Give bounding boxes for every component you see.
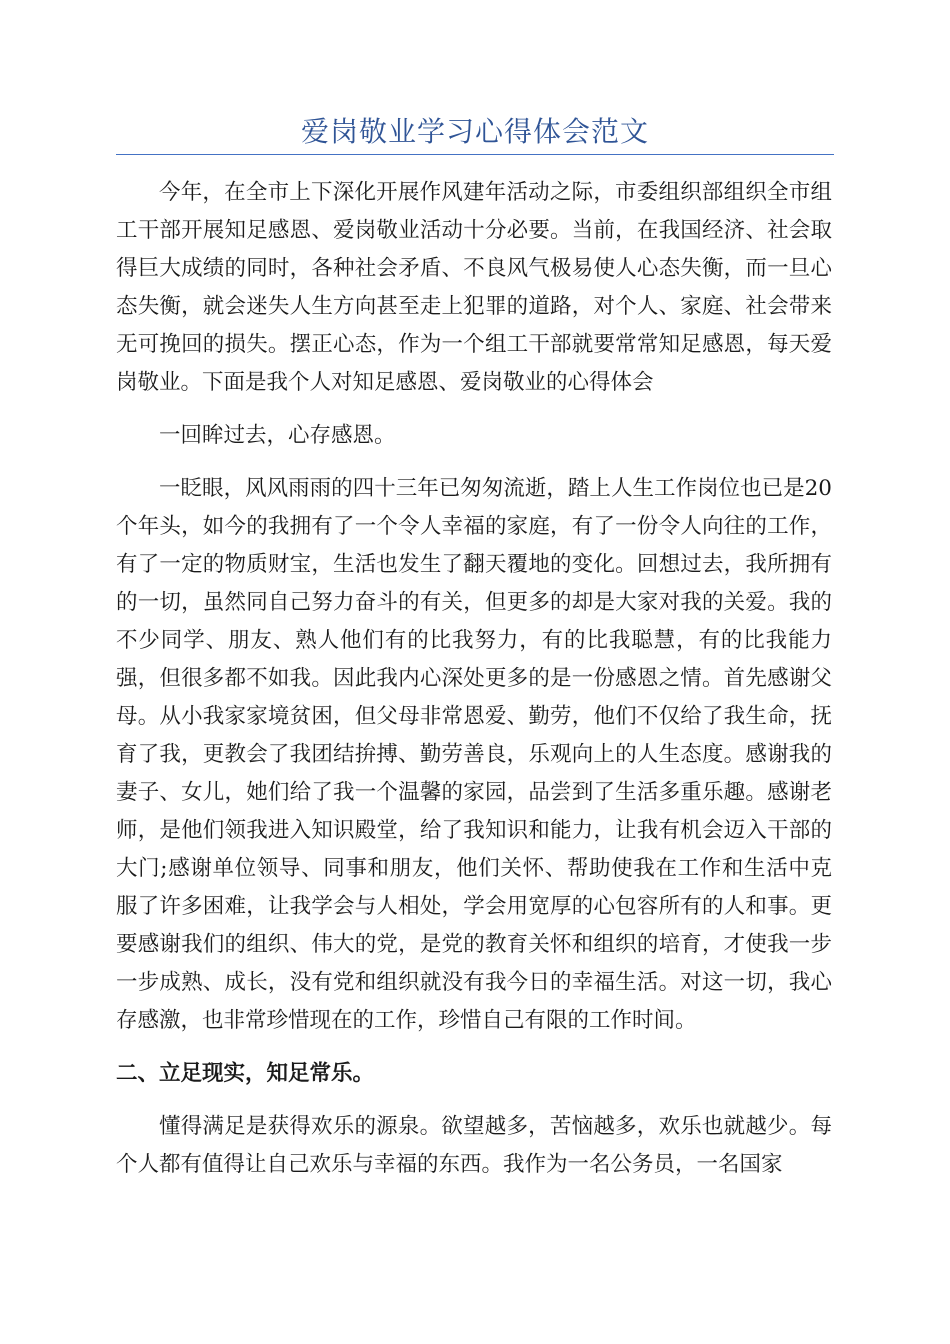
section-2-heading: 二、立足现实，知足常乐。 xyxy=(116,1061,375,1086)
paragraph-section-1-heading: 一回眸过去，心存感恩。 xyxy=(159,423,396,448)
title-underline xyxy=(116,154,834,155)
document-body xyxy=(116,174,832,1199)
document-title: 爱岗敬业学习心得体会范文 xyxy=(300,115,649,148)
paragraph-intro: 今年，在全市上下深化开展作风建年活动之际，市委组织部组织全市组工干部开展知足感恩、爱岗敬业活动十分必要。当前，在我国经济、社会取得巨大成绩的同时，各种社会矛盾、不良风气极易使人心态失衡，而一旦心态失衡，就会迷失人生方向甚至走上犯罪的道路，对个人、家庭、社会带来无可挽回的损失。摆正心态，作为一个组工干部就要常常知足感恩，每天爱岗敬业。下面是我个人对知足感恩、爱岗敬业的心得体会 xyxy=(116,180,832,395)
paragraph-gratitude: 一眨眼，风风雨雨的四十三年已匆匆流逝，踏上人生工作岗位也已是20个年头，如今的我拥有了一个令人幸福的家庭，有了一份令人向往的工作，有了一定的物质财宝，生活也发生了翻天覆地的变化。回想过去，我所拥有的一切，虽然同自己努力奋斗的有关，但更多的却是大家对我的关爱。我的不少同学、朋友、熟人他们有的比我努力，有的比我聪慧，有的比我能力强，但很多都不如我。因此我内心深处更多的是一份感恩之情。首先感谢父母。从小我家家境贫困，但父母非常恩爱、勤劳，他们不仅给了我生命，抚育了我，更教会了我团结拚搏、勤劳善良，乐观向上的人生态度。感谢我的妻子、女儿，她们给了我一个温馨的家园，品尝到了生活多重乐趣。感谢老师，是他们领我进入知识殿堂，给了我知识和能力，让我有机会迈入干部的大门;感谢单位领导、同事和朋友，他们关怀、帮助使我在工作和生活中克服了许多困难，让我学会与人相处，学会用宽厚的心包容所有的人和事。更要感谢我们的组织、伟大的党，是党的教育关怀和组织的培育，才使我一步一步成熟、成长，没有党和组织就没有我今日的幸福生活。对这一切，我心存感激，也非常珍惜现在的工作，珍惜自己有限的工作时间。 xyxy=(116,476,832,1033)
paragraph-contentment: 懂得满足是获得欢乐的源泉。欲望越多，苦恼越多，欢乐也就越少。每个人都有值得让自己欢乐与幸福的东西。我作为一名公务员，一名国家 xyxy=(116,1114,832,1177)
